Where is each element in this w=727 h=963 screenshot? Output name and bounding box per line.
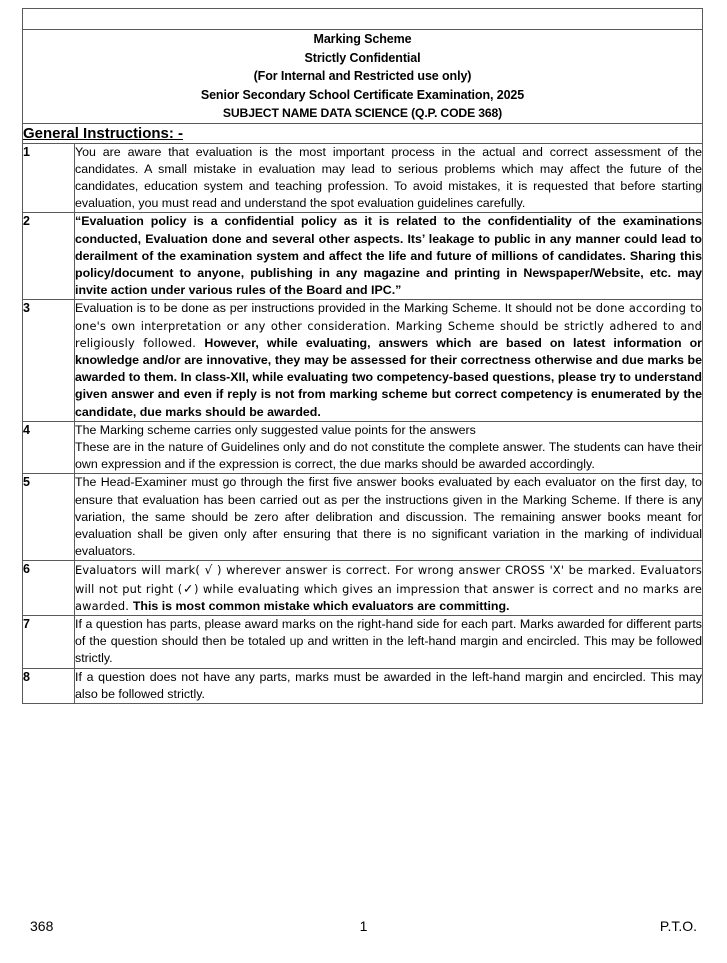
- instruction-number: 4: [23, 421, 75, 474]
- table-row: [23, 615, 703, 668]
- table-row: [23, 668, 703, 703]
- instruction-number: 3: [23, 300, 75, 421]
- radical-icon: √: [204, 562, 213, 578]
- table-row: [23, 300, 703, 421]
- instruction-6-light-b: ) wherever answer is correct. For wrong answer CROSS 'X' be marked. Evaluators will not put right (: [75, 563, 703, 596]
- instruction-3-light: be done according to one's own interpretation or any other consideration. Marking Scheme should be strictly adhered to and religiously followed.: [75, 301, 702, 350]
- exam-name: Senior Secondary School Certificate Examination, 2025: [200, 87, 525, 102]
- instruction-text: [75, 300, 703, 421]
- table-row: [23, 561, 703, 616]
- instruction-text: [75, 615, 703, 668]
- instruction-text: [75, 561, 703, 616]
- table-row: [23, 143, 703, 213]
- instruction-1-paragraph: You are aware that evaluation is the most important process in the actual and correct assessment of the candidates. A small mistake in evaluation may lead to serious problems which may affect the future of the candidates, education system and teaching profession. To avoid mistakes, it is requested that before starting evaluation, you must read and understand the spot evaluation guidelines carefully.: [75, 144, 702, 211]
- instruction-4-line1: The Marking scheme carries only suggested value points for the answers: [75, 422, 476, 437]
- doc-title: Marking Scheme: [313, 32, 412, 46]
- instruction-6-light-a: Evaluators will mark(: [75, 563, 205, 578]
- instruction-6-paragraph: [75, 561, 702, 615]
- instruction-5-paragraph: The Head-Examiner must go through the first five answer books evaluated by each evaluator on the first day, to ensure that evaluation has been carried out as per the instructions given in the Marking Scheme. If there is any variation, the same should be zero after delibration and discussion. The remaining answer books meant for evaluation shall be given only after ensuring that there is no significant variation in the marking of individual evaluators.: [75, 475, 702, 559]
- instruction-number: 6: [23, 561, 75, 616]
- instruction-7-paragraph: If a question has parts, please award marks on the right-hand side for each part. Marks awarded for different parts of the question should then be totaled up and written in the left-hand margin and encircled. This may be followed strictly.: [75, 616, 702, 666]
- instruction-text: [75, 213, 703, 300]
- instruction-number: 7: [23, 615, 75, 668]
- checkmark-icon: ✓: [182, 580, 194, 596]
- instruction-number: 1: [23, 143, 75, 213]
- instruction-number: 5: [23, 474, 75, 561]
- page-footer: [22, 918, 703, 934]
- instruction-text: [75, 143, 703, 213]
- instruction-6-bold: This is most common mistake which evaluators are committing.: [132, 598, 510, 613]
- instruction-3-bold: However, while evaluating, answers which are based on latest information or knowledge and/or are innovative, they may be assessed for their correctness otherwise and due marks be awarded to them. In class-XII, while evaluating two competency-based questions, please try to understand given answer and even if reply is not from marking scheme but correct competency is enumerated by the candidate, due marks should be awarded.: [75, 335, 702, 419]
- table-row: [23, 213, 703, 300]
- general-instructions-row: [23, 123, 703, 143]
- instruction-number: 8: [23, 668, 75, 703]
- confidential-label: Strictly Confidential: [304, 50, 421, 65]
- instruction-text: [75, 474, 703, 561]
- instruction-text: [75, 668, 703, 703]
- general-instructions-cell: [23, 123, 703, 143]
- instruction-8-paragraph: If a question does not have any parts, marks must be awarded in the left-hand margin and encircled. This may also be followed strictly.: [75, 669, 702, 701]
- instruction-2-paragraph: “Evaluation policy is a confidential policy as it is related to the confidentiality of the examinations conducted, Evaluation done and several other aspects. Its’ leakage to public in any manner could lead to derailment of the examination system and affect the life and future of millions of candidates. Sharing this policy/document to anyone, publishing in any magazine and printing in Newspaper/Website, etc. may invite action under various rules of the Board and IPC.”: [75, 214, 702, 298]
- top-spacer-cell: [23, 9, 703, 30]
- title-row: [23, 30, 703, 124]
- instruction-3-normal-a: Evaluation is to be done as per instructions provided in the Marking Scheme. It should not: [75, 301, 577, 316]
- footer-page-number: 1: [359, 918, 368, 934]
- instruction-4-line2: These are in the nature of Guidelines only and do not constitute the complete answer. The students can have their own expression and if the expression is correct, the due marks should be awarded accordingly.: [75, 439, 702, 472]
- table-row: [23, 421, 703, 474]
- subject-name: SUBJECT NAME DATA SCIENCE (Q.P. CODE 368): [222, 106, 503, 120]
- use-note: (For Internal and Restricted use only): [253, 69, 472, 83]
- instruction-6-light-c: ) while evaluating which gives an impression that answer is correct and no marks are awarded.: [75, 581, 702, 613]
- table-row: [23, 474, 703, 561]
- marking-scheme-table: [22, 8, 703, 704]
- general-instructions-heading: General Instructions: -: [23, 124, 184, 142]
- footer-subject-code: 368: [30, 918, 54, 934]
- instruction-3-paragraph: [75, 300, 702, 420]
- footer-pto: P.T.O.: [659, 918, 697, 934]
- title-block: [23, 30, 703, 124]
- instruction-text: [75, 421, 703, 474]
- top-spacer-row: [23, 9, 703, 30]
- instruction-number: 2: [23, 213, 75, 300]
